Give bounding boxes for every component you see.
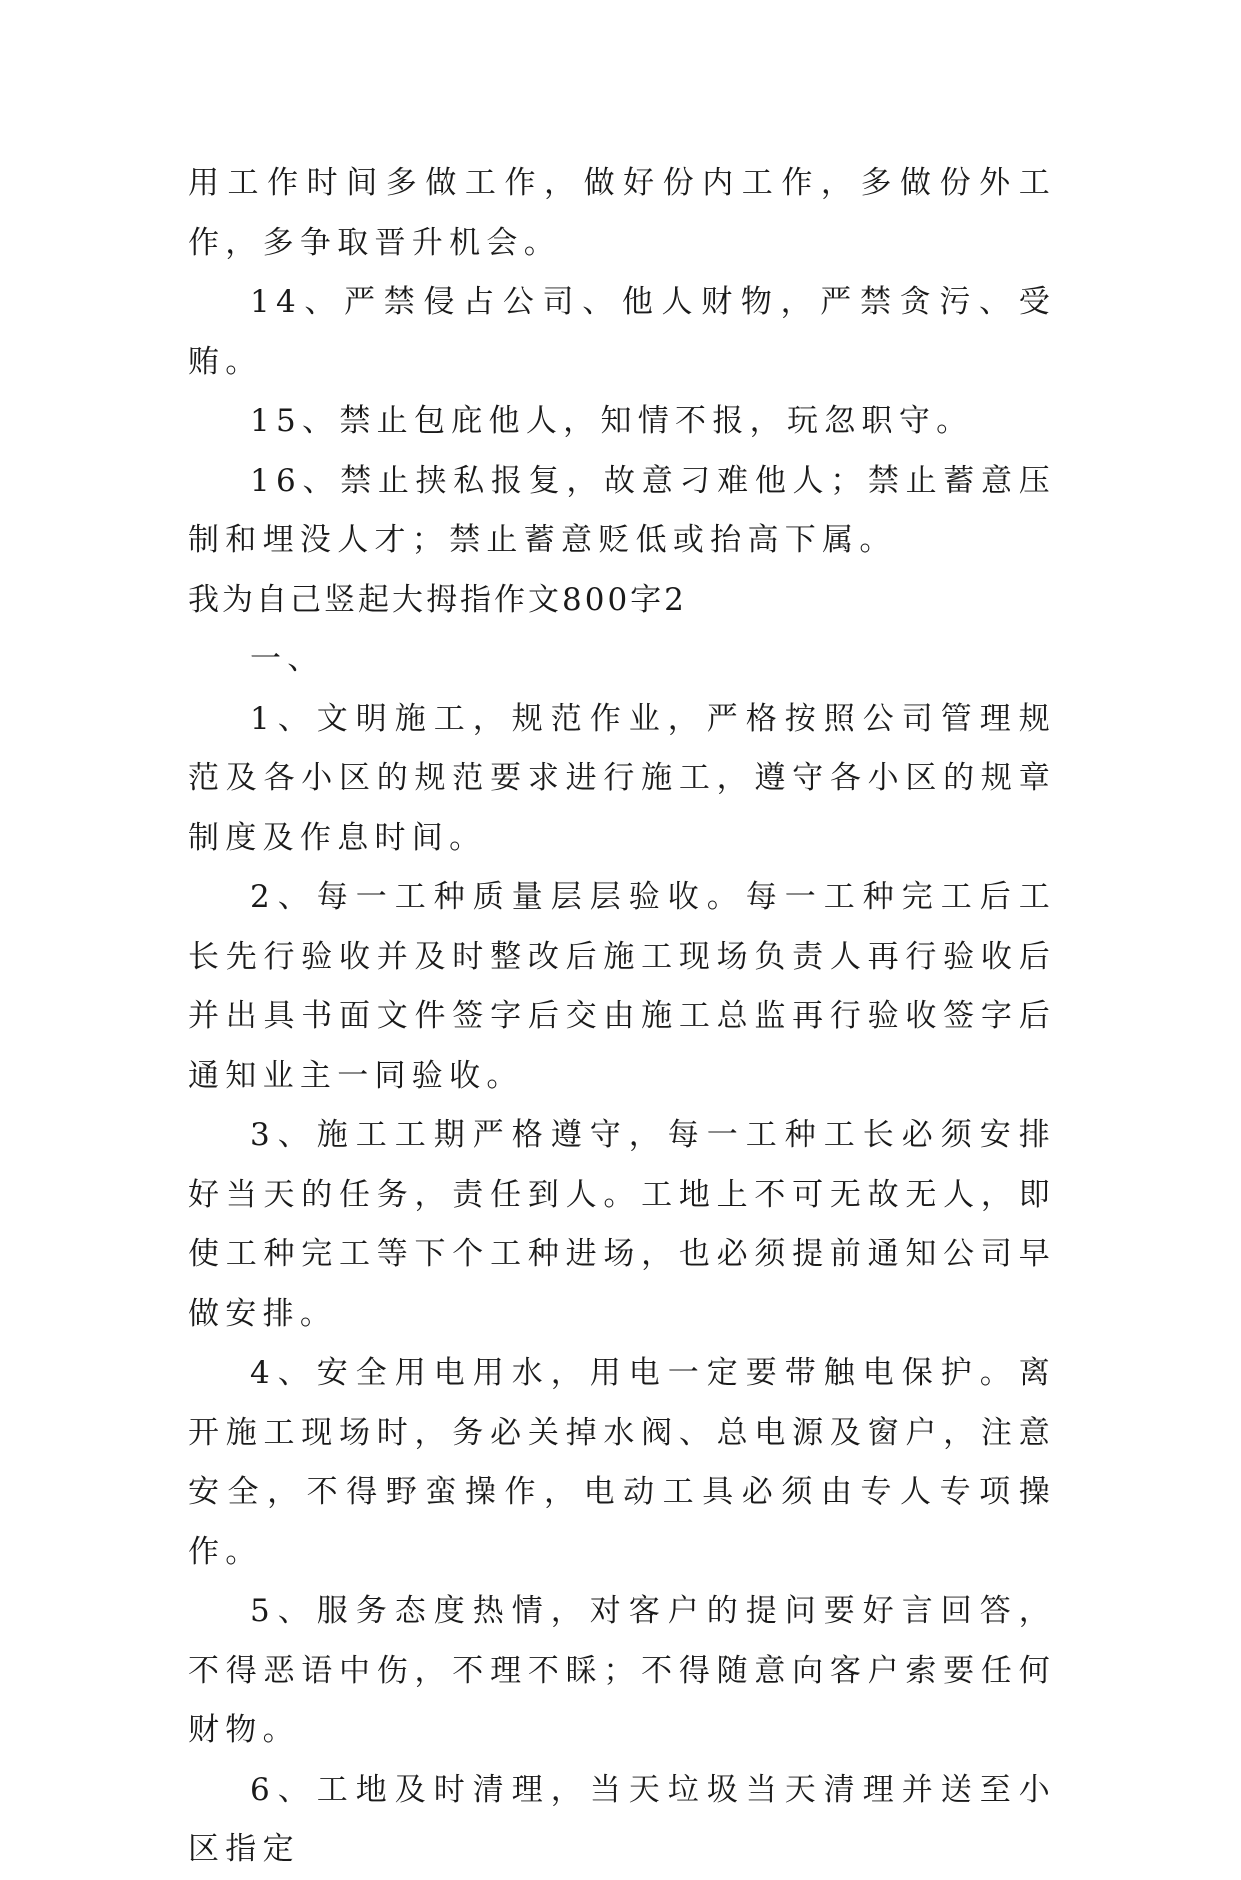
- paragraph-item-1: 1、文明施工，规范作业，严格按照公司管理规范及各小区的规范要求进行施工，遵守各小区的规章制度及作息时间。: [188, 700, 1056, 856]
- document-body: [188, 154, 1056, 1880]
- paragraph-item-16: 16、禁止挟私报复，故意刁难他人；禁止蓄意压制和埋没人才；禁止蓄意贬低或抬高下属。: [188, 462, 1056, 558]
- paragraph-continued: 用工作时间多做工作，做好份内工作，多做份外工作，多争取晋升机会。: [188, 165, 1056, 261]
- paragraph-item-15: 15、禁止包庇他人，知情不报，玩忽职守。: [250, 403, 974, 439]
- paragraph-item-5: 5、服务态度热情，对客户的提问要好言回答，不得恶语中伤，不理不睬；不得随意向客户索要任何财物。: [188, 1593, 1056, 1748]
- section-heading: 我为自己竖起大拇指作文800字2: [188, 581, 687, 618]
- paragraph-item-14: 14、严禁侵占公司、他人财物，严禁贪污、受贿。: [188, 284, 1056, 380]
- paragraph-item-3: 3、施工工期严格遵守，每一工种工长必须安排好当天的任务，责任到人。工地上不可无故无人，即使工种完工等下个工种进场，也必须提前通知公司早做安排。: [188, 1117, 1056, 1332]
- paragraph-item-6: 6、工地及时清理，当天垃圾当天清理并送至小区指定: [188, 1771, 1056, 1867]
- paragraph-item-2: 2、每一工种质量层层验收。每一工种完工后工长先行验收并及时整改后施工现场负责人再行验收后并出具书面文件签字后交由施工总监再行验收签字后通知业主一同验收。: [188, 879, 1056, 1094]
- paragraph-section-one: 一、: [250, 641, 325, 677]
- paragraph-item-4: 4、安全用电用水，用电一定要带触电保护。离开施工现场时，务必关掉水阀、总电源及窗户，注意安全，不得野蛮操作，电动工具必须由专人专项操作。: [188, 1355, 1056, 1570]
